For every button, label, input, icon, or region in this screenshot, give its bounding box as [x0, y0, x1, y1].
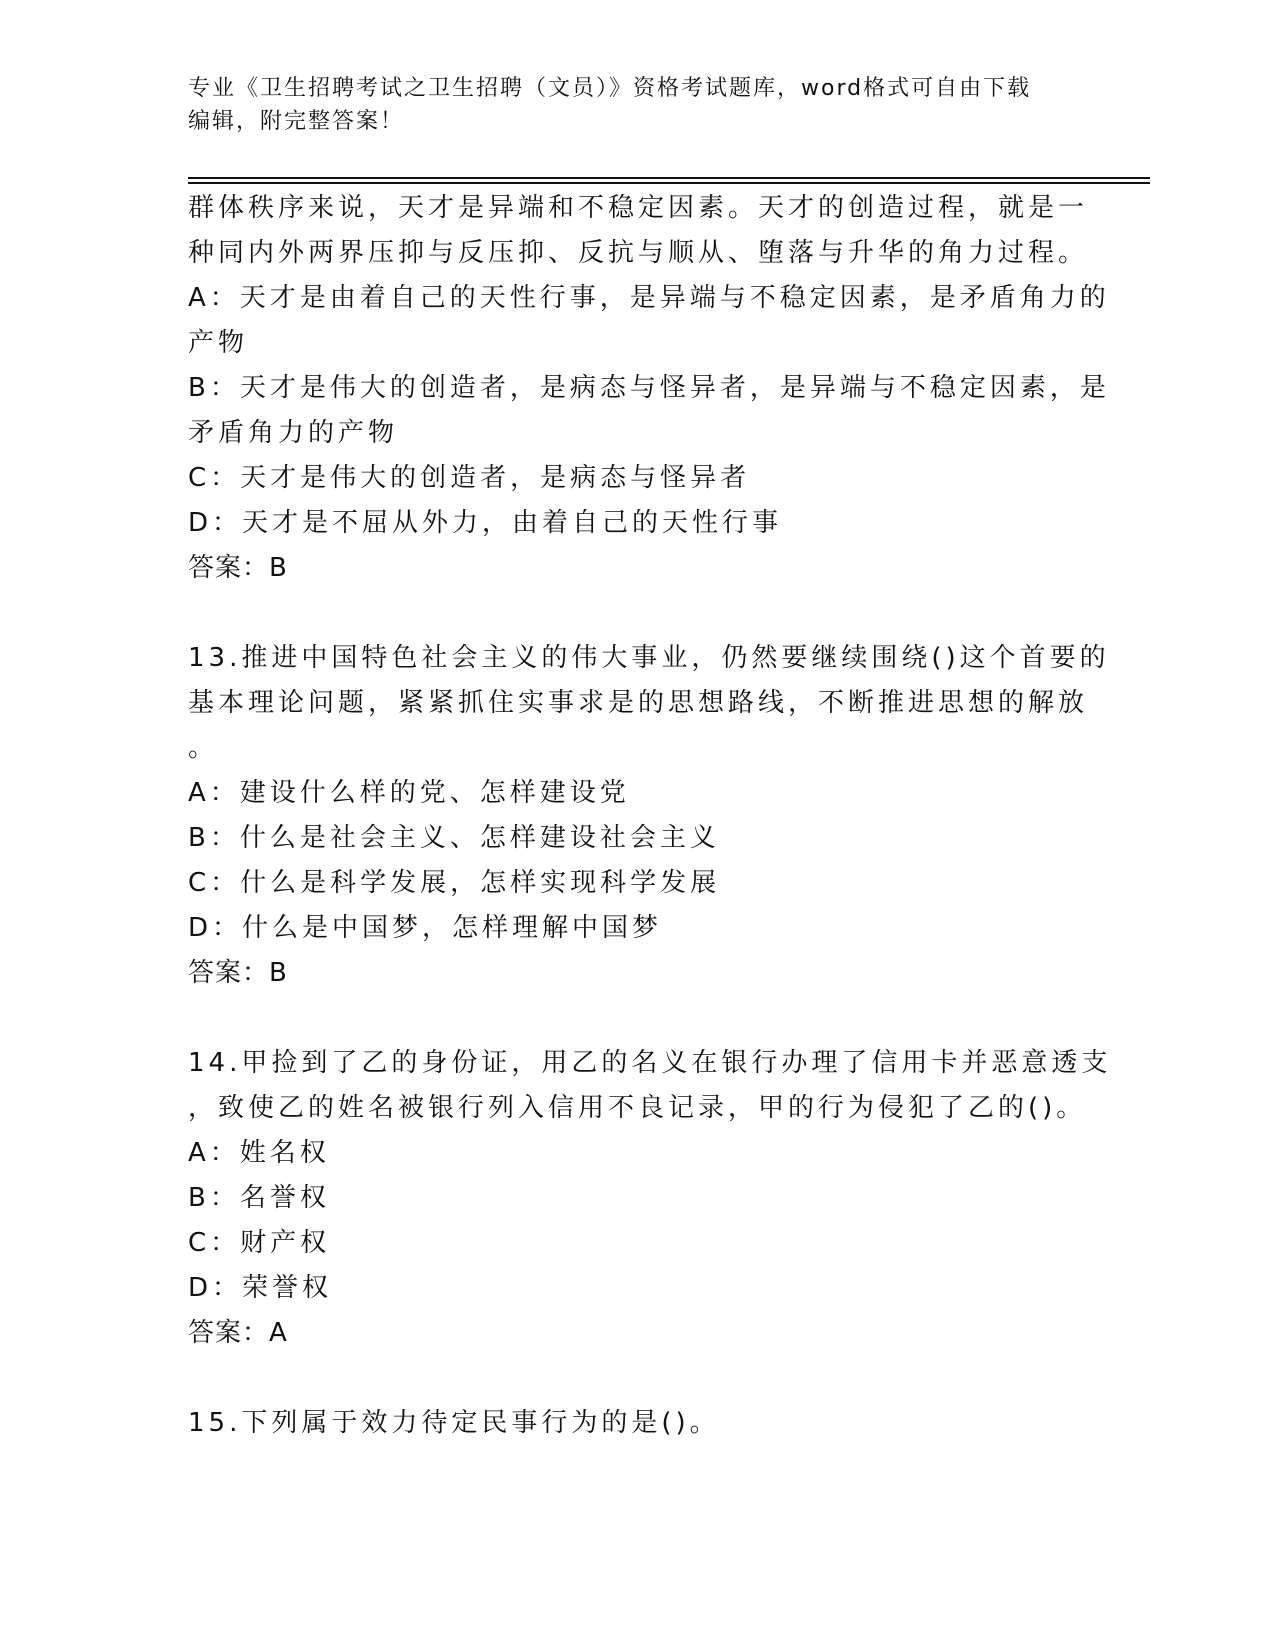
- spacer: [188, 1356, 1088, 1401]
- header-line-1: 专业《卫生招聘考试之卫生招聘（文员）》资格考试题库，word格式可自由下载: [188, 76, 1032, 101]
- question-14: [188, 1041, 1112, 1356]
- question-13-option-c: C：什么是科学发展，怎样实现科学发展: [188, 868, 721, 898]
- question-13-stem-line-3: 。: [188, 733, 219, 763]
- question-12-option-b: B：天才是伟大的创造者，是病态与怪异者，是异端与不稳定因素，是: [188, 373, 1110, 403]
- question-13-option-a: A：建设什么样的党、怎样建设党: [188, 778, 630, 808]
- question-14-option-b: B：名誉权: [188, 1183, 330, 1213]
- question-12-answer: 答案：B: [188, 553, 288, 583]
- header-rule-bottom: [188, 182, 1150, 184]
- spacer: [188, 996, 1088, 1041]
- question-12-option-a: A：天才是由着自己的天性行事，是异端与不稳定因素，是矛盾角力的: [188, 283, 1110, 313]
- question-15-stem-line-1: 15.下列属于效力待定民事行为的是()。: [188, 1408, 720, 1438]
- question-14-answer: 答案：A: [188, 1318, 288, 1348]
- question-15: [188, 1401, 1088, 1446]
- question-12-option-b-cont: 矛盾角力的产物: [188, 418, 399, 448]
- spacer: [188, 591, 1088, 636]
- question-12-option-a-cont: 产物: [188, 328, 249, 358]
- question-13-stem-line-1: 13.推进中国特色社会主义的伟大事业，仍然要继续围绕()这个首要的: [188, 643, 1110, 673]
- question-13-option-d: D：什么是中国梦，怎样理解中国梦: [188, 913, 663, 943]
- question-14-option-d: D：荣誉权: [188, 1273, 333, 1303]
- question-12-stem-line-1: 群体秩序来说，天才是异端和不稳定因素。天才的创造过程，就是一: [188, 193, 1089, 223]
- question-12-option-d: D：天才是不屈从外力，由着自己的天性行事: [188, 508, 783, 538]
- header-rule-top: [188, 177, 1150, 179]
- question-12-stem-line-2: 种同内外两界压抑与反压抑、反抗与顺从、堕落与升华的角力过程。: [188, 238, 1089, 268]
- document-header: [188, 72, 1088, 138]
- question-13-option-b: B：什么是社会主义、怎样建设社会主义: [188, 823, 720, 853]
- question-14-option-c: C：财产权: [188, 1228, 331, 1258]
- question-14-stem-line-2: ，致使乙的姓名被银行列入信用不良记录，甲的行为侵犯了乙的()。: [188, 1093, 1087, 1123]
- question-13-stem-line-2: 基本理论问题，紧紧抓住实事求是的思想路线，不断推进思想的解放: [188, 688, 1089, 718]
- header-line-2: 编辑，附完整答案！: [188, 109, 405, 134]
- question-content: [188, 186, 1112, 1446]
- question-14-stem-line-1: 14.甲捡到了乙的身份证，用乙的名义在银行办理了信用卡并恶意透支: [188, 1048, 1112, 1078]
- question-13-answer: 答案：B: [188, 958, 288, 988]
- question-12-option-c: C：天才是伟大的创造者，是病态与怪异者: [188, 463, 751, 493]
- question-12: [188, 186, 1110, 591]
- question-14-option-a: A：姓名权: [188, 1138, 330, 1168]
- question-13: [188, 636, 1110, 996]
